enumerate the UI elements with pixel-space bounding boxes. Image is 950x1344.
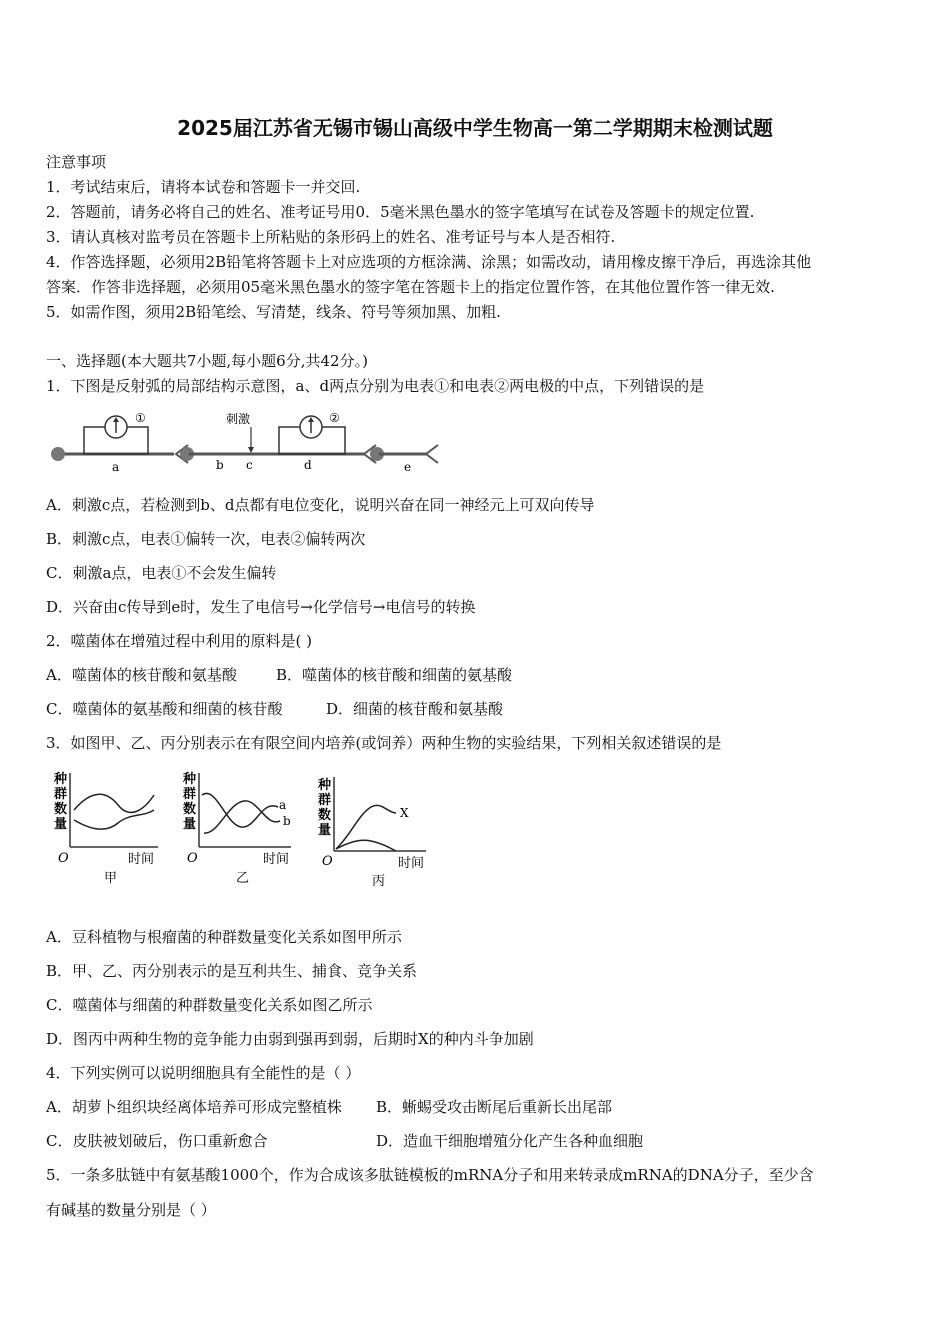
graph-jia: [53, 771, 158, 886]
q3-option-c: C．噬菌体与细菌的种群数量变化关系如图乙所示: [46, 996, 373, 1014]
origin-label: O: [187, 851, 198, 866]
population-graphs-figure: [46, 765, 436, 890]
curve-b-label: b: [283, 814, 291, 828]
q1-option-c: C．刺激a点，电表①不会发生偏转: [46, 564, 277, 582]
reflex-arc-figure: [46, 405, 446, 475]
q2-option-a: A．噬菌体的核苷酸和氨基酸: [46, 666, 237, 684]
xlabel: 时间: [128, 852, 155, 867]
stimulus-arrow: [248, 447, 254, 453]
panel-label-yi: 乙: [236, 871, 250, 886]
q1-option-d: D．兴奋由c传导到e时，发生了电信号→化学信号→电信号的转换: [46, 598, 476, 616]
q5-stem-line2: 有碱基的数量分别是（ ）: [46, 1201, 216, 1219]
point-c-label: c: [246, 458, 253, 472]
q3-option-d: D．图丙中两种生物的竞争能力由弱到强再到弱，后期时X的种内斗争加剧: [46, 1030, 534, 1048]
curve-x: [336, 805, 396, 849]
q2-stem: 2．噬菌体在增殖过程中利用的原料是( ): [46, 632, 313, 650]
panel-label-bing: 丙: [372, 874, 386, 889]
notice-item-1: 1．考试结束后，请将本试卷和答题卡一并交回.: [46, 178, 361, 196]
q5-stem-line1: 5．一条多肽链中有氨基酸1000个，作为合成该多肽链模板的mRNA分子和用来转录成mRNA的DNA分子，至少含: [46, 1166, 814, 1184]
xlabel: 时间: [263, 852, 290, 867]
stimulus-label: 刺激: [226, 412, 251, 426]
point-b-label: b: [216, 458, 224, 472]
ylabel-char: 数: [183, 802, 197, 817]
panel-label-jia: 甲: [104, 871, 118, 886]
section-heading: 一、选择题(本大题共7小题,每小题6分,共42分。): [46, 352, 368, 370]
meter1-label: ①: [135, 411, 146, 425]
point-a-label: a: [112, 460, 120, 474]
q3-option-a: A．豆科植物与根瘤菌的种群数量变化关系如图甲所示: [46, 928, 402, 946]
notice-item-4-cont: 答案．作答非选择题，必须用05毫米黑色墨水的签字笔在答题卡上的指定位置作答，在其他位置作答一律无效.: [46, 278, 775, 296]
notice-item-3: 3．请认真核对监考员在答题卡上所粘贴的条形码上的姓名、准考证号与本人是否相符.: [46, 228, 616, 246]
q4-option-b: B．蜥蜴受攻击断尾后重新长出尾部: [376, 1098, 613, 1116]
q3-option-b: B．甲、乙、丙分别表示的是互利共生、捕食、竞争关系: [46, 962, 418, 980]
graph-yi: [182, 771, 291, 886]
ylabel-char: 种: [183, 772, 197, 787]
ylabel-char: 群: [183, 787, 197, 802]
q4-stem: 4．下列实例可以说明细胞具有全能性的是（ ）: [46, 1064, 361, 1082]
notice-item-5: 5．如需作图，须用2B铅笔绘、写清楚，线条、符号等须加黑、加粗.: [46, 303, 501, 321]
q1-option-a: A．刺激c点，若检测到b、d点都有电位变化，说明兴奋在同一神经元上可双向传导: [46, 496, 595, 514]
ylabel-char: 量: [54, 817, 68, 832]
notice-heading: 注意事项: [46, 153, 107, 171]
point-d-label: d: [304, 458, 312, 472]
notice-item-4: 4．作答选择题，必须用2B铅笔将答题卡上对应选项的方框涂满、涂黑；如需改动，请用橡皮擦干净后，再选涂其他: [46, 253, 812, 271]
q1-stem: 1．下图是反射弧的局部结构示意图，a、d两点分别为电表①和电表②两电极的中点，下列错误的是: [46, 377, 705, 395]
curve-y: [336, 840, 396, 851]
q2-option-d: D．细菌的核苷酸和氨基酸: [326, 700, 504, 718]
ylabel-char: 群: [54, 787, 68, 802]
curve-jia-2: [74, 810, 154, 829]
xlabel: 时间: [398, 856, 425, 871]
curve-a-label: a: [279, 798, 287, 812]
curve-x-label: X: [400, 806, 409, 820]
notice-item-2: 2．答题前，请务必将自己的姓名、准考证号用0．5毫米黑色墨水的签字笔填写在试卷及答题卡的规定位置.: [46, 203, 755, 221]
curve-a: [202, 793, 278, 827]
q4-option-c: C．皮肤被划破后，伤口重新愈合: [46, 1132, 268, 1150]
q3-stem: 3．如图甲、乙、丙分别表示在有限空间内培养(或饲养）两种生物的实验结果，下列相关叙述错误的是: [46, 734, 722, 752]
q2-option-b: B．噬菌体的核苷酸和细菌的氨基酸: [276, 666, 513, 684]
page-title: 2025届江苏省无锡市锡山高级中学生物高一第二学期期末检测试题: [177, 116, 773, 140]
point-e-label: e: [404, 460, 412, 474]
meter2-label: ②: [329, 411, 340, 425]
q1-option-b: B．刺激c点，电表①偏转一次，电表②偏转两次: [46, 530, 366, 548]
ylabel-char: 群: [318, 793, 332, 808]
graph-bing: [317, 777, 426, 889]
origin-label: O: [322, 854, 333, 869]
ylabel-char: 量: [318, 823, 332, 838]
q4-option-d: D．造血干细胞增殖分化产生各种血细胞: [376, 1132, 644, 1150]
ylabel-char: 种: [318, 778, 332, 793]
neuron-cell-body-1: [51, 447, 65, 461]
ylabel-char: 量: [183, 817, 197, 832]
curve-b: [204, 801, 280, 833]
q2-option-c: C．噬菌体的氨基酸和细菌的核苷酸: [46, 700, 283, 718]
curve-jia-1: [74, 794, 154, 812]
origin-label: O: [58, 851, 69, 866]
ylabel-char: 数: [318, 808, 332, 823]
ylabel-char: 种: [54, 772, 68, 787]
q4-option-a: A．胡萝卜组织块经离体培养可形成完整植株: [46, 1098, 342, 1116]
ylabel-char: 数: [54, 802, 68, 817]
